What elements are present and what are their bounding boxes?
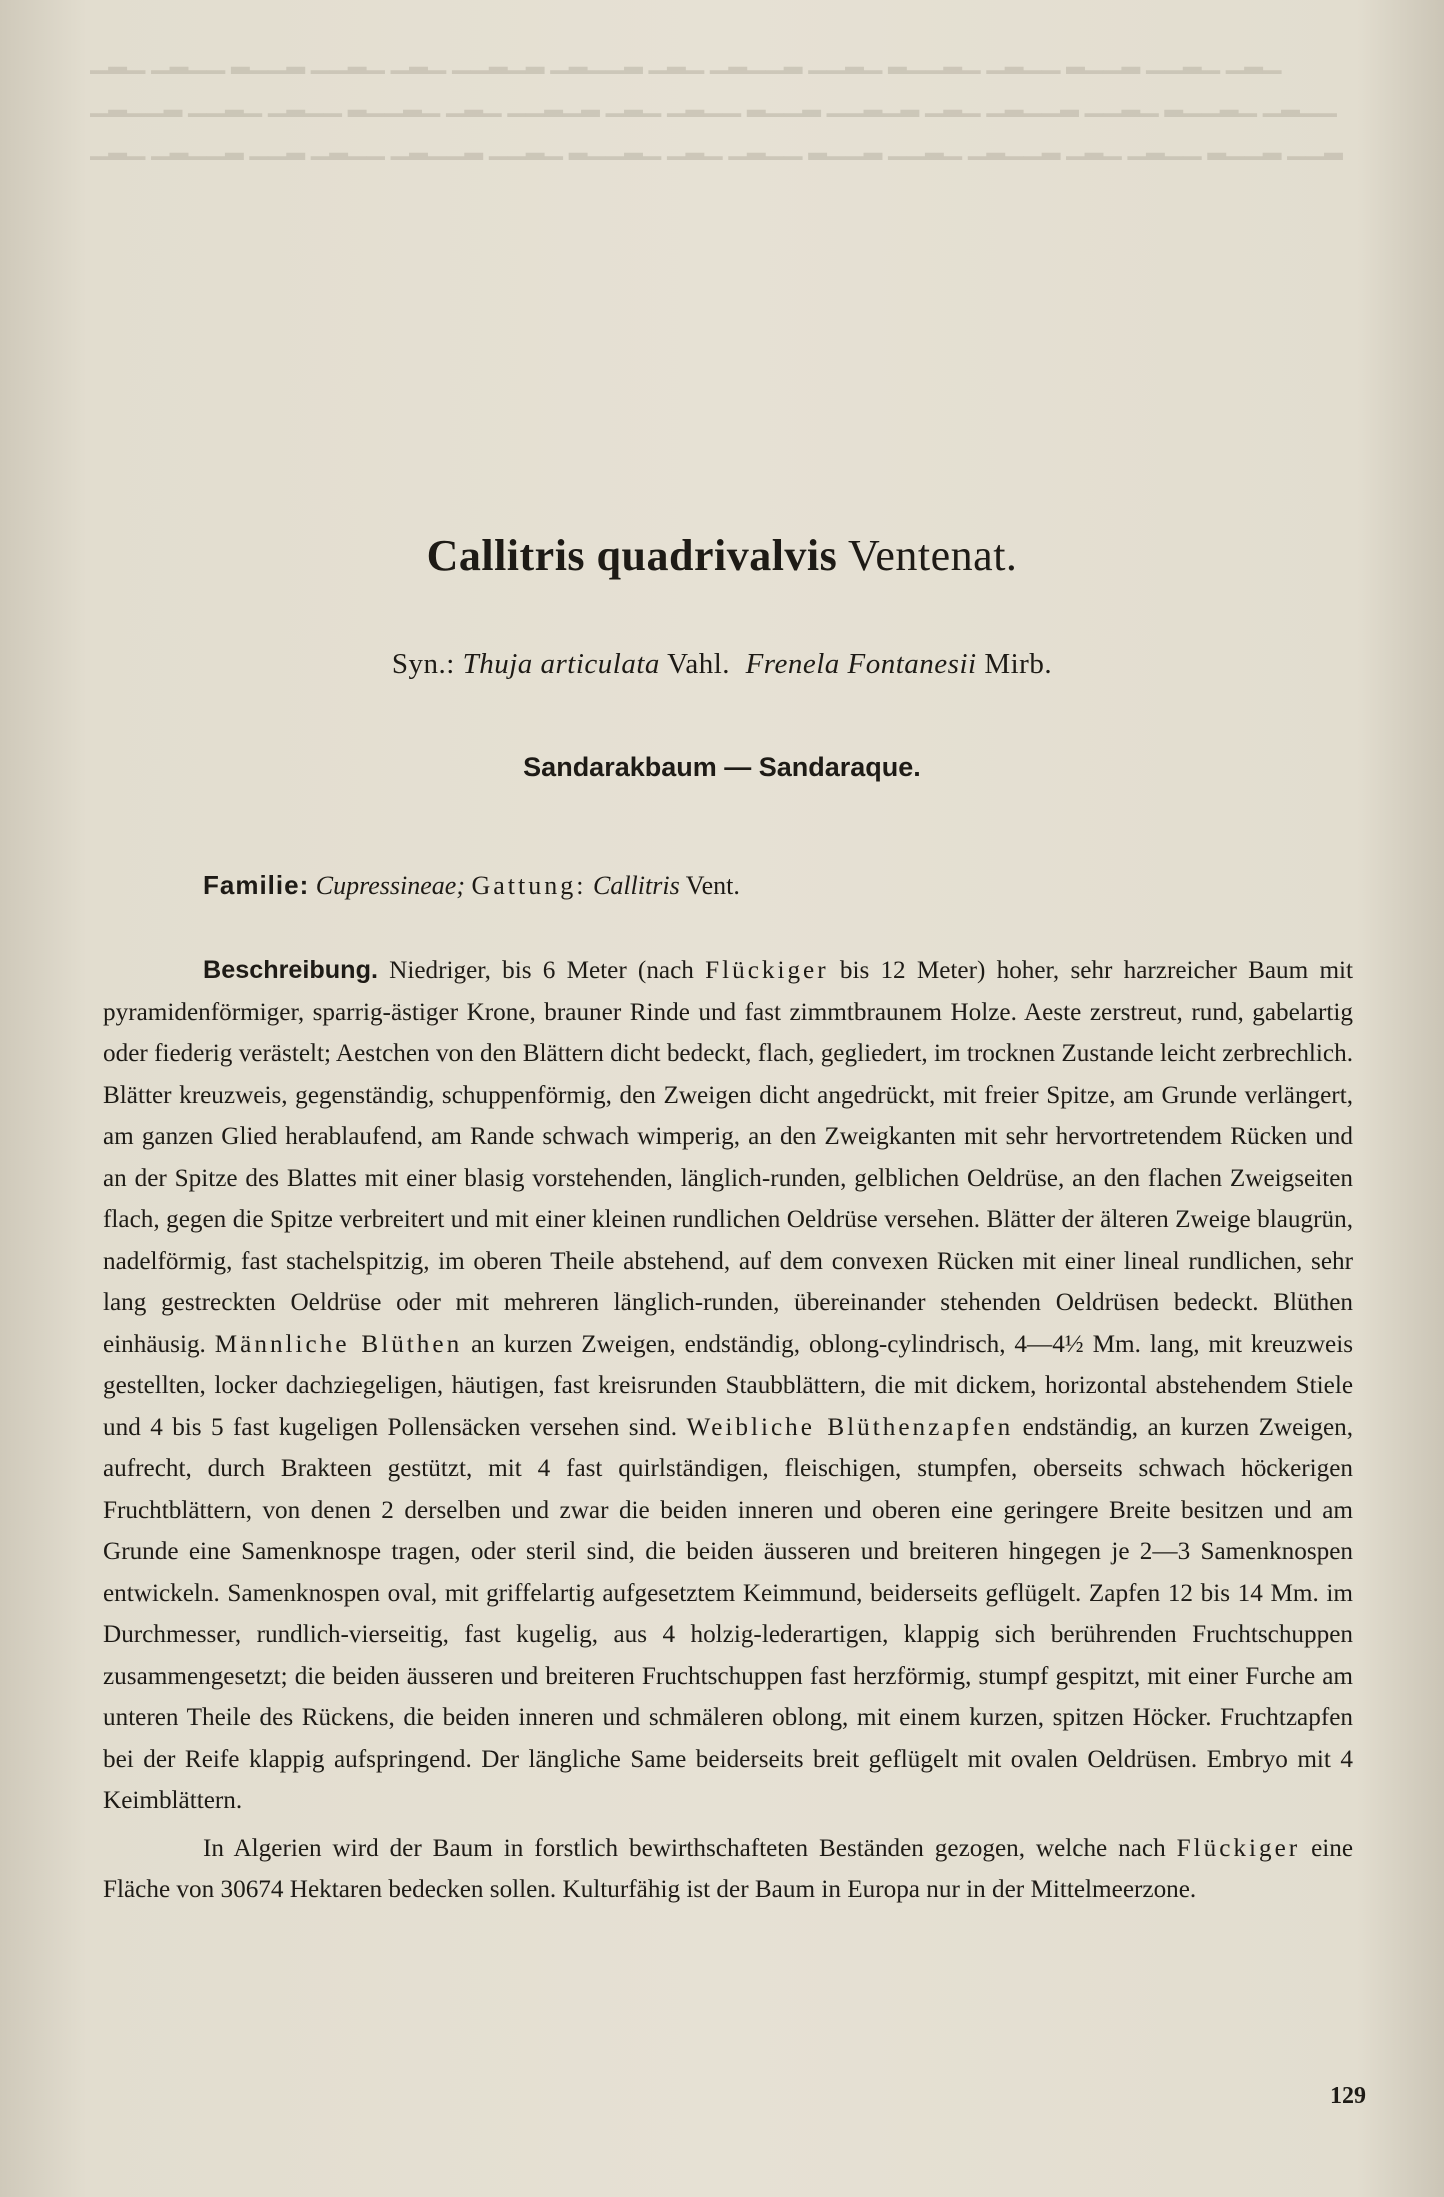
synonyms-line xyxy=(0,648,1444,681)
distribution-text: In Algerien wird der Baum in forstlich bewirthschafteten Beständen gezogen, welche nach xyxy=(203,1834,1166,1862)
description-paragraph xyxy=(103,950,1353,1822)
synonym-label: Syn.: xyxy=(391,648,455,680)
synonym-name-1: Thuja articulata xyxy=(462,648,660,680)
genus-value: Callitris xyxy=(592,871,680,900)
female-cones-term: Weibliche Blüthenzapfen xyxy=(686,1413,1014,1441)
family-line xyxy=(203,870,740,901)
show-through-texture: ▁▂▁ ▁▂▁▁ ▂▁▁▂ ▁▁▂▁ ▁▂▁ ▁▁▂▁▂ ▁▂▁▁▂ ▁▂▁ ▁▂▁▁▂ ▁▁▂▁ ▂▁▁▂▁ ▁▂▁▁ ▂▁▁▂ ▁▁▂▁ ▁▂▁ ▁▂▁▁▂ ▁▁▂▁ ▁▂▁▁ ▂▁▁▂▁ ▁▂▁ ▁▁▂▁▂ ▁▂▁ ▁▂▁▁ ▂▁▁▂ ▁▁▂▁▂ ▁▂▁ ▁▂▁▁▂ ▁▁▂▁ ▂▁▁▂▁ ▁▂▁▁ ▁▂▁ ▁▂▁▁▂ ▁▁▂ ▁▂▁▁ ▁▂▁▁▂ ▁▁▂▁ ▂▁▁▂▁ ▁▂▁ ▁▂▁▁ ▂▁▁▂ ▁▁▂▁ ▁▂▁▁▂ ▁▂▁ ▁▂▁▁ ▂▁▁▂ ▁▁▂ xyxy=(90,48,1343,160)
genus-author: Vent. xyxy=(685,871,740,900)
male-flowers-term: Männliche Blüthen xyxy=(214,1330,463,1358)
genus-label: Gattung: xyxy=(471,871,587,900)
synonym-name-2: Frenela Fontanesii xyxy=(745,648,977,680)
description-label: Beschreibung. xyxy=(203,956,378,984)
author-name: Flückiger xyxy=(1176,1834,1301,1862)
synonym-author-2: Mirb. xyxy=(984,648,1053,680)
distribution-paragraph xyxy=(103,1828,1353,1911)
family-label: Familie: xyxy=(203,870,310,900)
description-body xyxy=(103,950,1353,1911)
author-name: Flückiger xyxy=(705,957,829,984)
species-title xyxy=(0,530,1444,581)
description-text: an kurzen Zweigen, endständig, oblong-cylindrisch, 4—4½ Mm. lang, mit kreuzweis gestellten, locker dachziegeligen, häutigen, fast kreisrunden Staubblättern, die mit dickem, horizontal abstehendem Stiele und 4 bis 5 fast kugeligen Pollensäcken versehen sind. xyxy=(103,1330,1354,1441)
common-names: Sandarakbaum — Sandaraque. xyxy=(523,752,921,782)
species-name: Callitris quadrivalvis xyxy=(426,531,838,580)
species-author: Ventenat. xyxy=(848,531,1018,580)
description-text: endständig, an kurzen Zweigen, aufrecht, durch Brakteen gestützt, mit 4 fast quirlständigen, fleischigen, stumpfen, oberseits schwach höckerigen Fruchtblättern, von denen 2 derselben und zwar die beiden inneren und oberen eine geringere Breite besitzen und am Grunde eine Samenknospe tragen, oder steril sind, die beiden äusseren und breiteren hingegen je 2—3 Samenknospen entwickeln. Samenknospen oval, mit griffelartig aufgesetztem Keimmund, beiderseits geflügelt. Zapfen 12 bis 14 Mm. im Durchmesser, rundlich-vierseitig, fast kugelig, aus 4 holzig-lederartigen, klappig sich berührenden Fruchtschuppen zusammengesetzt; die beiden äusseren und breiteren Fruchtschuppen fast herzförmig, stumpf gespitzt, mit einer Furche am unteren Theile des Rückens, die beiden inneren und schmäleren oblong, mit einem kurzen, spitzen Höcker. Fruchtzapfen bei der Reife klappig aufspringend. Der längliche Same beiderseits breit geflügelt mit ovalen Oeldrüsen. Embryo mit 4 Keimblättern. xyxy=(103,1413,1354,1814)
description-text: bis 12 Meter) hoher, sehr harzreicher Baum mit pyramidenförmiger, sparrig-ästiger Krone, brauner Rinde und fast zimmtbraunem Holze. Aeste zerstreut, rund, gabelartig oder fiederig verästelt; Aestchen von den Blättern dicht bedeckt, flach, gegliedert, im trocknen Zustande leicht zerbrechlich. Blätter kreuzweis, gegenständig, schuppenförmig, den Zweigen dicht angedrückt, mit freier Spitze, am Grunde verlängert, am ganzen Glied herablaufend, am Rande schwach wimperig, an den Zweigkanten mit sehr hervortretendem Rücken und an der Spitze des Blattes mit einer blasig vorstehenden, länglich-runden, gelblichen Oeldrüse, an den flachen Zweigseiten flach, gegen die Spitze verbreitert und mit einer kleinen rundlichen Oeldrüse versehen. Blätter der älteren Zweige blaugrün, nadelförmig, fast stachelspitzig, im oberen Theile abstehend, auf dem convexen Rücken mit einer lineal rundlichen, sehr lang gestreckten Oeldrüse oder mit mehreren länglich-runden, übereinander stehenden Oeldrüsen bedeckt. Blüthen einhäusig. xyxy=(103,957,1354,1358)
synonym-author-1: Vahl. xyxy=(667,648,731,680)
family-value: Cupressineae; xyxy=(315,871,465,900)
description-text: Niedriger, bis 6 Meter (nach xyxy=(389,957,694,984)
page-number: 129 xyxy=(1330,2083,1366,2109)
distribution-text: eine Fläche von 30674 Hektaren bedecken sollen. Kulturfähig ist der Baum in Europa nur in der Mittelmeerzone. xyxy=(103,1834,1354,1903)
